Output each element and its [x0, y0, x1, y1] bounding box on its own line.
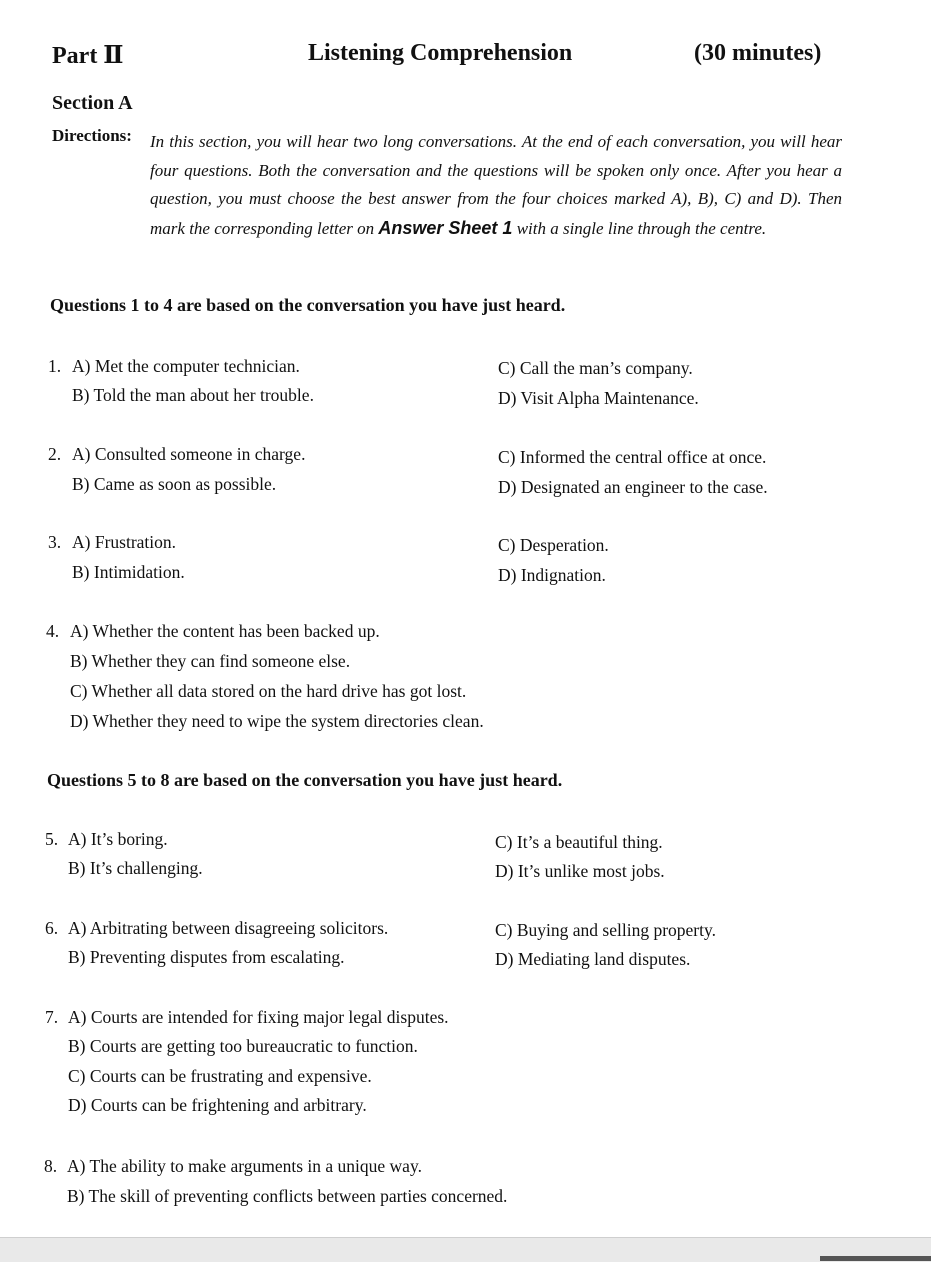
q5-option-b: B) It’s challenging. [68, 858, 203, 878]
q4-option-a: A) Whether the content has been backed up. [70, 621, 380, 641]
directions-text-before: In this section, you will hear two long conversations. At the end of each conversation, you will hear four questions. Both the conversation and the questions will be spoken only once. After you hear a question, you must choose the best answer from the four choices marked A), B), C) and D). Then mark the corresponding letter on [150, 132, 842, 238]
q7-option-b: B) Courts are getting too bureaucratic to function. [68, 1036, 418, 1056]
q6-option-c: C) Buying and selling property. [495, 920, 716, 940]
directions-text-after: with a single line through the centre. [516, 218, 767, 238]
viewer-bottom-bar [0, 1237, 931, 1262]
answer-sheet-label: Answer Sheet 1 [378, 217, 513, 238]
q1-option-a: A) Met the computer technician. [72, 356, 300, 376]
question-number: 8. [44, 1156, 58, 1176]
q3-option-d: D) Indignation. [498, 565, 606, 585]
part-label: Part Ⅱ [52, 43, 124, 69]
q7-option-a: A) Courts are intended for fixing major legal disputes. [68, 1007, 449, 1027]
q6-option-b: B) Preventing disputes from escalating. [68, 947, 345, 967]
q2-option-c: C) Informed the central office at once. [498, 447, 767, 467]
q5-option-d: D) It’s unlike most jobs. [495, 861, 665, 881]
question-number: 7. [45, 1007, 59, 1027]
q4-option-c: C) Whether all data stored on the hard drive has got lost. [70, 681, 467, 701]
question-number: 2. [48, 444, 62, 464]
q8-option-a: A) The ability to make arguments in a unique way. [67, 1156, 422, 1176]
q7-option-c: C) Courts can be frustrating and expensive. [68, 1066, 372, 1086]
q7-option-d: D) Courts can be frightening and arbitrary. [68, 1095, 367, 1115]
q2-option-a: A) Consulted someone in charge. [72, 444, 306, 464]
question-number: 4. [46, 621, 60, 641]
q8-option-b: B) The skill of preventing conflicts between parties concerned. [67, 1186, 508, 1206]
q6-option-d: D) Mediating land disputes. [495, 949, 691, 969]
q5-option-c: C) It’s a beautiful thing. [495, 832, 663, 852]
question-number: 1. [48, 356, 62, 376]
section-heading: Section A [52, 92, 133, 114]
question-number: 6. [45, 918, 59, 938]
group1-heading: Questions 1 to 4 are based on the conversation you have just heard. [50, 295, 566, 315]
q2-option-d: D) Designated an engineer to the case. [498, 477, 768, 497]
directions-label: Directions: [52, 126, 132, 145]
group2-heading: Questions 5 to 8 are based on the conversation you have just heard. [47, 770, 563, 790]
q1-option-c: C) Call the man’s company. [498, 358, 693, 378]
q3-option-c: C) Desperation. [498, 535, 609, 555]
q5-option-a: A) It’s boring. [68, 829, 168, 849]
q3-option-b: B) Intimidation. [72, 562, 185, 582]
q6-option-a: A) Arbitrating between disagreeing solicitors. [68, 918, 389, 938]
time-limit: (30 minutes) [694, 40, 822, 66]
q1-option-d: D) Visit Alpha Maintenance. [498, 388, 699, 408]
q1-option-b: B) Told the man about her trouble. [72, 385, 314, 405]
q4-option-b: B) Whether they can find someone else. [70, 651, 351, 671]
directions-text [150, 128, 842, 243]
page-title: Listening Comprehension [308, 40, 573, 66]
viewer-scroll-indicator [820, 1256, 931, 1261]
question-number: 5. [45, 829, 59, 849]
q3-option-a: A) Frustration. [72, 532, 177, 552]
q2-option-b: B) Came as soon as possible. [72, 474, 277, 494]
question-number: 3. [48, 532, 62, 552]
q4-option-d: D) Whether they need to wipe the system directories clean. [70, 711, 484, 731]
